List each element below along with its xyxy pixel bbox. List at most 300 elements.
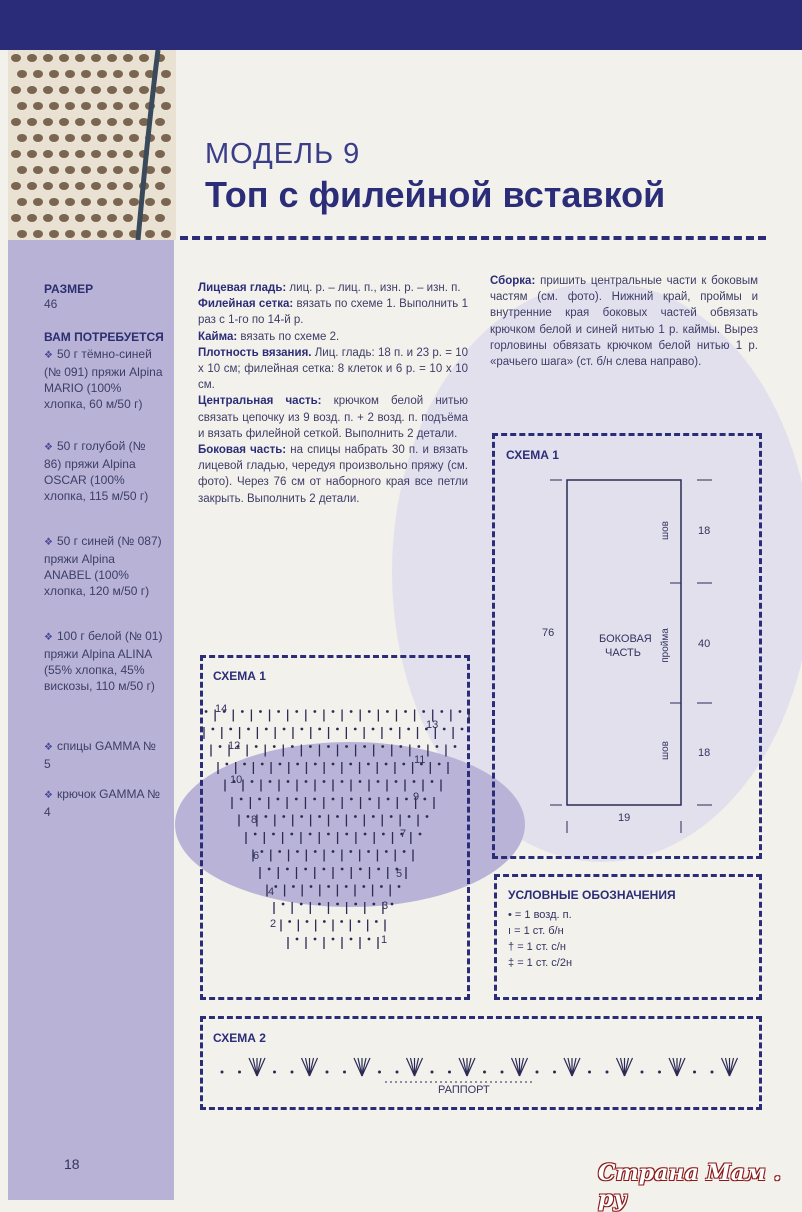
chain-stitch bbox=[443, 728, 446, 731]
paragraph-central-part: Центральная часть: крючком белой нитью связать цепочку из 9 возд. п. + 2 возд. п. подъёма и вязать филейной сеткой. Выполнить 2 детали. bbox=[198, 395, 468, 440]
row-number: 2 bbox=[270, 918, 277, 930]
size-value: 46 bbox=[44, 297, 58, 311]
legend-item-dc: † = 1 ст. с/н bbox=[508, 941, 566, 953]
mesh-hole bbox=[155, 86, 165, 94]
mesh-hole bbox=[33, 134, 43, 142]
chain-stitch bbox=[461, 728, 464, 731]
scheme-side-part-title: СХЕМА 1 bbox=[506, 448, 559, 462]
chain-stitch bbox=[309, 745, 312, 748]
chain-stitch bbox=[247, 728, 250, 731]
chain-stitch bbox=[219, 745, 222, 748]
chain-stitch bbox=[238, 1071, 241, 1074]
material-item: ❖ крючок GAMMA № 4 bbox=[44, 787, 161, 819]
chain-stitch bbox=[350, 710, 353, 713]
legend-item-sc: ı = 1 ст. б/н bbox=[508, 925, 564, 937]
chain-stitch bbox=[287, 780, 290, 783]
mesh-hole bbox=[11, 118, 21, 126]
mesh-hole bbox=[161, 198, 171, 206]
scheme-filet-title: СХЕМА 1 bbox=[213, 669, 266, 683]
mesh-hole bbox=[97, 102, 107, 110]
chain-stitch bbox=[396, 1071, 399, 1074]
chain-stitch bbox=[261, 763, 264, 766]
chain-stitch bbox=[372, 815, 375, 818]
mesh-hole bbox=[17, 70, 27, 78]
chain-stitch bbox=[588, 1071, 591, 1074]
chain-stitch bbox=[295, 798, 298, 801]
chain-stitch bbox=[350, 938, 353, 941]
chain-stitch bbox=[273, 745, 276, 748]
chain-stitch bbox=[399, 745, 402, 748]
row-number: 9 bbox=[413, 791, 420, 803]
chain-stitch bbox=[300, 903, 303, 906]
chain-stitch bbox=[332, 710, 335, 713]
chain-stitch bbox=[341, 780, 344, 783]
mesh-hole bbox=[91, 86, 101, 94]
mesh-hole bbox=[59, 182, 69, 190]
mesh-hole bbox=[113, 70, 123, 78]
chain-stitch bbox=[295, 710, 298, 713]
mesh-hole bbox=[91, 214, 101, 222]
chain-stitch bbox=[459, 710, 462, 713]
diamond-bullet-icon: ❖ bbox=[44, 442, 53, 453]
mesh-hole bbox=[155, 182, 165, 190]
chain-stitch bbox=[323, 920, 326, 923]
chain-stitch bbox=[501, 1071, 504, 1074]
chain-stitch bbox=[332, 938, 335, 941]
chain-stitch bbox=[404, 710, 407, 713]
mesh-hole bbox=[27, 54, 37, 62]
chain-stitch bbox=[386, 710, 389, 713]
mesh-hole bbox=[123, 54, 133, 62]
title-divider bbox=[180, 236, 766, 240]
chain-stitch bbox=[387, 798, 390, 801]
paragraph-side-part: Боковая часть: на спицы набрать 30 п. и вязать лицевой гладью, чередуя произвольно пряжу (см. фото). Через 76 см от наборного края все петли закрыть. Выполнить 2 детали. bbox=[198, 444, 469, 505]
chain-stitch bbox=[327, 833, 330, 836]
chain-stitch bbox=[349, 763, 352, 766]
mesh-hole bbox=[123, 86, 133, 94]
chain-stitch bbox=[345, 833, 348, 836]
mesh-hole bbox=[75, 54, 85, 62]
diamond-bullet-icon: ❖ bbox=[44, 790, 53, 801]
material-item: ❖ 50 г синей (№ 087) пряжи Alpina ANABEL (100% хлопка, 120 м/50 г) bbox=[44, 534, 162, 598]
chain-stitch bbox=[343, 1071, 346, 1074]
chain-stitch bbox=[327, 885, 330, 888]
chain-stitch bbox=[205, 710, 208, 713]
chain-stitch bbox=[268, 868, 271, 871]
mesh-hole bbox=[17, 134, 27, 142]
mesh-hole bbox=[43, 86, 53, 94]
chain-stitch bbox=[438, 763, 441, 766]
mesh-hole bbox=[161, 102, 171, 110]
mesh-hole bbox=[33, 166, 43, 174]
chain-stitch bbox=[641, 1071, 644, 1074]
scheme-border-title: СХЕМА 2 bbox=[213, 1031, 266, 1045]
chain-stitch bbox=[378, 1071, 381, 1074]
chain-stitch bbox=[304, 868, 307, 871]
mesh-hole bbox=[27, 86, 37, 94]
mesh-hole bbox=[33, 102, 43, 110]
mesh-hole bbox=[43, 118, 53, 126]
chain-stitch bbox=[380, 885, 383, 888]
site-watermark: Страна Мам . ру bbox=[598, 1160, 782, 1212]
chain-stitch bbox=[358, 920, 361, 923]
mesh-hole bbox=[27, 214, 37, 222]
mesh-hole bbox=[11, 86, 21, 94]
row-number: 13 bbox=[426, 719, 439, 731]
chain-stitch bbox=[332, 763, 335, 766]
model-number: МОДЕЛЬ 9 bbox=[205, 138, 361, 170]
chain-stitch bbox=[310, 885, 313, 888]
chain-stitch bbox=[368, 938, 371, 941]
mesh-hole bbox=[49, 70, 59, 78]
mesh-hole bbox=[155, 118, 165, 126]
chain-stitch bbox=[359, 868, 362, 871]
chain-stitch bbox=[658, 1071, 661, 1074]
page-title: Топ с филейной вставкой bbox=[205, 174, 666, 215]
chain-stitch bbox=[300, 728, 303, 731]
chain-stitch bbox=[254, 833, 257, 836]
mesh-hole bbox=[113, 166, 123, 174]
part-name-label: БОКОВАЯ ЧАСТЬ bbox=[599, 633, 652, 659]
mesh-hole bbox=[129, 166, 139, 174]
row-number: 8 bbox=[251, 814, 258, 826]
chain-stitch bbox=[336, 728, 339, 731]
mesh-hole bbox=[27, 182, 37, 190]
chain-stitch bbox=[362, 885, 365, 888]
mesh-hole bbox=[33, 70, 43, 78]
row-number: 5 bbox=[396, 868, 403, 880]
mesh-hole bbox=[75, 182, 85, 190]
chain-stitch bbox=[345, 885, 348, 888]
mesh-hole bbox=[107, 182, 117, 190]
chain-stitch bbox=[258, 798, 261, 801]
row-number: 1 bbox=[381, 934, 388, 946]
mesh-hole bbox=[107, 214, 117, 222]
chain-stitch bbox=[336, 903, 339, 906]
mesh-hole bbox=[123, 118, 133, 126]
seam-label-bottom: шов bbox=[659, 741, 671, 760]
chain-stitch bbox=[260, 850, 263, 853]
mesh-hole bbox=[65, 198, 75, 206]
chain-stitch bbox=[241, 710, 244, 713]
diamond-bullet-icon: ❖ bbox=[44, 742, 53, 753]
chain-stitch bbox=[273, 1071, 276, 1074]
paragraph-stockinette: Лицевая гладь: лиц. р. – лиц. п., изн. р. – изн. п. bbox=[198, 282, 461, 294]
chain-stitch bbox=[417, 745, 420, 748]
seam-label-top: шов bbox=[659, 521, 671, 540]
mesh-hole bbox=[75, 214, 85, 222]
row-number: 10 bbox=[230, 774, 243, 786]
chain-stitch bbox=[305, 780, 308, 783]
mesh-hole bbox=[113, 102, 123, 110]
mesh-hole bbox=[145, 230, 155, 238]
mesh-hole bbox=[81, 198, 91, 206]
chain-stitch bbox=[288, 920, 291, 923]
chain-stitch bbox=[323, 780, 326, 783]
label-seam-18-top: 18 bbox=[698, 525, 711, 537]
chain-stitch bbox=[354, 728, 357, 731]
chain-stitch bbox=[306, 920, 309, 923]
chain-stitch bbox=[336, 815, 339, 818]
diamond-bullet-icon: ❖ bbox=[44, 350, 53, 361]
row-number: 7 bbox=[400, 828, 407, 840]
mesh-hole bbox=[65, 134, 75, 142]
paragraph-gauge: Плотность вязания. Лиц. гладь: 18 п. и 23 р. = 10 х 10 см; филейная сетка: 8 клеток и 6 р. = 10 х 10 см. bbox=[198, 346, 468, 392]
mesh-hole bbox=[161, 134, 171, 142]
chain-stitch bbox=[300, 815, 303, 818]
chain-stitch bbox=[385, 763, 388, 766]
chain-stitch bbox=[243, 763, 246, 766]
mesh-hole bbox=[91, 54, 101, 62]
mesh-hole bbox=[97, 70, 107, 78]
mesh-hole bbox=[161, 230, 171, 238]
chain-stitch bbox=[332, 850, 335, 853]
chain-stitch bbox=[314, 763, 317, 766]
chain-stitch bbox=[277, 710, 280, 713]
chain-stitch bbox=[419, 833, 422, 836]
mesh-hole bbox=[17, 198, 27, 206]
chain-stitch bbox=[272, 833, 275, 836]
label-seam-18-bottom: 18 bbox=[698, 747, 711, 759]
materials-heading: ВАМ ПОТРЕБУЕТСЯ bbox=[44, 330, 164, 344]
treble-crochet-icon: ‡ bbox=[508, 957, 515, 969]
legend-title: УСЛОВНЫЕ ОБОЗНАЧЕНИЯ bbox=[508, 888, 676, 902]
mesh-hole bbox=[129, 70, 139, 78]
chain-stitch bbox=[296, 938, 299, 941]
double-crochet-icon: † bbox=[508, 941, 515, 953]
chain-stitch bbox=[314, 938, 317, 941]
material-item: ❖ 100 г белой (№ 01) пряжи Alpina ALINA (55% хлопка, 45% вискозы, 110 м/50 г) bbox=[44, 629, 163, 693]
mesh-hole bbox=[65, 166, 75, 174]
chain-stitch bbox=[318, 815, 321, 818]
chain-stitch bbox=[431, 1071, 434, 1074]
chain-stitch bbox=[426, 815, 429, 818]
photo-filet-mesh bbox=[8, 50, 176, 240]
chain-stitch bbox=[382, 833, 385, 836]
diamond-bullet-icon: ❖ bbox=[44, 537, 53, 548]
mesh-hole bbox=[123, 214, 133, 222]
chain-stitch bbox=[314, 850, 317, 853]
chain-stitch bbox=[448, 1071, 451, 1074]
mesh-hole bbox=[27, 118, 37, 126]
chain-stitch bbox=[354, 903, 357, 906]
chain-stitch bbox=[402, 763, 405, 766]
chain-stitch bbox=[282, 903, 285, 906]
mesh-hole bbox=[129, 102, 139, 110]
chain-stitch bbox=[389, 728, 392, 731]
chain-stitch bbox=[332, 798, 335, 801]
chain-stitch bbox=[221, 1071, 224, 1074]
instructions-column-2 bbox=[490, 273, 758, 370]
mesh-hole bbox=[161, 70, 171, 78]
chain-stitch bbox=[277, 798, 280, 801]
mesh-hole bbox=[139, 54, 149, 62]
row-number: 3 bbox=[382, 900, 389, 912]
chain-stitch bbox=[309, 833, 312, 836]
mesh-hole bbox=[81, 70, 91, 78]
mesh-hole bbox=[75, 150, 85, 158]
mesh-hole bbox=[145, 198, 155, 206]
mesh-hole bbox=[75, 118, 85, 126]
mesh-hole bbox=[91, 150, 101, 158]
chain-stitch bbox=[286, 868, 289, 871]
chain-stitch bbox=[296, 850, 299, 853]
rapport-label: РАППОРТ bbox=[438, 1084, 490, 1096]
chain-stitch bbox=[359, 780, 362, 783]
top-banner bbox=[0, 0, 802, 50]
mesh-hole bbox=[113, 230, 123, 238]
instructions-column-1 bbox=[198, 280, 468, 507]
chain-stitch bbox=[318, 903, 321, 906]
row-number: 14 bbox=[215, 703, 228, 715]
paragraph-assembly: Сборка: пришить центральные части к боковым частям (см. фото). Нижний край, проймы и внутренние края боковых частей обвязать крючком белой и синей нитью 1 р. каймы. Вырез горловины обвязать крючком белой нитью 1 р. «рачьего шага» (ст. б/н слева направо). bbox=[490, 275, 758, 369]
mesh-hole bbox=[129, 198, 139, 206]
mesh-hole bbox=[17, 166, 27, 174]
chain-stitch bbox=[403, 850, 406, 853]
chain-stitch bbox=[363, 745, 366, 748]
chain-stitch bbox=[240, 798, 243, 801]
chain-stitch bbox=[413, 780, 416, 783]
mesh-hole bbox=[97, 198, 107, 206]
chain-stitch bbox=[368, 798, 371, 801]
chain-stitch bbox=[536, 1071, 539, 1074]
chain-stitch bbox=[454, 745, 457, 748]
chain-stitch bbox=[391, 903, 394, 906]
mesh-hole bbox=[59, 118, 69, 126]
mesh-hole bbox=[81, 134, 91, 142]
mesh-hole bbox=[65, 70, 75, 78]
row-number: 12 bbox=[228, 740, 241, 752]
mesh-hole bbox=[49, 166, 59, 174]
mesh-hole bbox=[91, 182, 101, 190]
chain-stitch bbox=[364, 833, 367, 836]
chain-stitch bbox=[372, 728, 375, 731]
chain-stitch bbox=[381, 745, 384, 748]
mesh-hole bbox=[113, 134, 123, 142]
mesh-hole bbox=[17, 102, 27, 110]
chain-stitch bbox=[279, 763, 282, 766]
chain-stitch bbox=[423, 798, 426, 801]
chain-stitch bbox=[395, 780, 398, 783]
mesh-hole bbox=[11, 150, 21, 158]
mesh-hole bbox=[97, 230, 107, 238]
mesh-hole bbox=[81, 102, 91, 110]
mesh-hole bbox=[27, 150, 37, 158]
legend-item-chain: • = 1 возд. п. bbox=[508, 909, 572, 921]
mesh-hole bbox=[139, 86, 149, 94]
chain-stitch bbox=[711, 1071, 714, 1074]
mesh-hole bbox=[17, 230, 27, 238]
chain-stitch bbox=[354, 815, 357, 818]
chain-stitch bbox=[377, 868, 380, 871]
chain-stitch bbox=[211, 728, 214, 731]
chain-stitch bbox=[264, 815, 267, 818]
chain-stitch bbox=[405, 798, 408, 801]
chain-stitch bbox=[422, 710, 425, 713]
chain-stitch bbox=[385, 850, 388, 853]
mesh-hole bbox=[59, 54, 69, 62]
chain-stitch bbox=[345, 745, 348, 748]
mesh-hole bbox=[43, 150, 53, 158]
mesh-hole bbox=[65, 230, 75, 238]
row-number: 4 bbox=[268, 886, 275, 898]
label-armhole-40: 40 bbox=[698, 638, 711, 650]
chain-stitch bbox=[408, 815, 411, 818]
chain-stitch bbox=[274, 885, 277, 888]
chain-stitch bbox=[349, 850, 352, 853]
material-item: ❖ 50 г голубой (№ 86) пряжи Alpina OSCAR (100% хлопка, 115 м/50 г) bbox=[44, 439, 149, 503]
chain-stitch bbox=[278, 850, 281, 853]
mesh-hole bbox=[129, 134, 139, 142]
mesh-hole bbox=[11, 214, 21, 222]
chain-stitch bbox=[340, 920, 343, 923]
chain-stitch bbox=[269, 780, 272, 783]
armhole-label: пройма bbox=[659, 628, 671, 663]
mesh-hole bbox=[107, 54, 117, 62]
chain-stitch bbox=[350, 798, 353, 801]
chain-stitch bbox=[375, 920, 378, 923]
mesh-hole bbox=[43, 214, 53, 222]
mesh-hole bbox=[49, 198, 59, 206]
chain-stitch bbox=[367, 763, 370, 766]
mesh-hole bbox=[43, 54, 53, 62]
chain-stitch bbox=[693, 1071, 696, 1074]
chain-stitch bbox=[372, 903, 375, 906]
mesh-hole bbox=[75, 86, 85, 94]
mesh-hole bbox=[123, 150, 133, 158]
chain-stitch bbox=[377, 780, 380, 783]
mesh-hole bbox=[81, 230, 91, 238]
row-number: 11 bbox=[414, 754, 426, 766]
mesh-hole bbox=[107, 118, 117, 126]
chain-stitch bbox=[431, 780, 434, 783]
mesh-hole bbox=[49, 102, 59, 110]
mesh-hole bbox=[107, 150, 117, 158]
chain-stitch bbox=[255, 745, 258, 748]
mesh-hole bbox=[97, 166, 107, 174]
chain-stitch bbox=[368, 710, 371, 713]
chain-stitch bbox=[291, 1071, 294, 1074]
chain-stitch bbox=[229, 728, 232, 731]
chain-stitch bbox=[390, 815, 393, 818]
chain-stitch bbox=[313, 710, 316, 713]
mesh-hole bbox=[33, 230, 43, 238]
chain-stitch bbox=[407, 728, 410, 731]
chain-stitch bbox=[341, 868, 344, 871]
chain-stitch bbox=[259, 710, 262, 713]
chain-stitch bbox=[322, 868, 325, 871]
mesh-hole bbox=[49, 134, 59, 142]
diamond-bullet-icon: ❖ bbox=[44, 632, 53, 643]
mesh-hole bbox=[161, 166, 171, 174]
mesh-hole bbox=[155, 214, 165, 222]
mesh-hole bbox=[11, 54, 21, 62]
mesh-hole bbox=[65, 102, 75, 110]
label-height-76: 76 bbox=[542, 627, 555, 639]
filet-crochet-chart bbox=[200, 655, 470, 1000]
material-item: ❖ 50 г тёмно-синей (№ 091) пряжи Alpina MARIO (100% хлопка, 60 м/50 г) bbox=[44, 347, 163, 411]
chain-stitch bbox=[440, 710, 443, 713]
mesh-hole bbox=[81, 166, 91, 174]
chain-stitch bbox=[292, 885, 295, 888]
paragraph-border: Кайма: вязать по схеме 2. bbox=[198, 330, 340, 343]
chain-stitch bbox=[327, 745, 330, 748]
chain-stitch bbox=[553, 1071, 556, 1074]
paragraph-filet: Филейная сетка: вязать по схеме 1. Выполнить 1 раз с 1-го по 14-й р. bbox=[198, 298, 468, 327]
mesh-hole bbox=[113, 198, 123, 206]
chain-stitch bbox=[313, 798, 316, 801]
mesh-hole bbox=[123, 182, 133, 190]
